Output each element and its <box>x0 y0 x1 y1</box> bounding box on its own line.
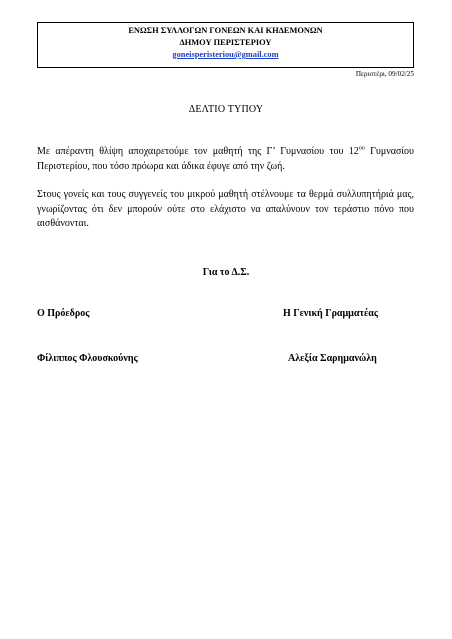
header-email-link[interactable]: goneisperisteriou@gmail.com <box>172 50 279 59</box>
header-association-name: ΕΝΩΣΗ ΣΥΛΛΟΓΩΝ ΓΟΝΕΩΝ ΚΑΙ ΚΗΔΕΜΟΝΩΝ <box>128 26 323 35</box>
document-title: ΔΕΛΤΙΟ ΤΥΠΟΥ <box>188 104 264 115</box>
paragraph1-text-before: Με απέραντη θλίψη αποχαιρετούμε τον μαθητή της Γ’ Γυμνασίου του 12 <box>37 146 359 157</box>
paragraph-sympathy: Στους γονείς και τους συγγενείς του μικρού μαθητή στέλνουμε τα θερμά συλλυπητήριά μας, γνωρίζοντας ότι δεν μπορούν ούτε στο ελάχιστο να απαλύνουν τον τεράστιο πόνο που αισθάνονται. <box>37 189 414 229</box>
signature-secretary-role: Η Γενική Γραμματέας <box>283 308 379 319</box>
header-box <box>37 22 414 68</box>
signature-secretary-name: Αλεξία Σαρημανώλη <box>288 353 377 364</box>
paragraph-condolence <box>37 145 414 174</box>
header-municipality: ΔΗΜΟΥ ΠΕΡΙΣΤΕΡΙΟΥ <box>179 38 272 47</box>
document-date: Περιστέρι, 09/02/25 <box>355 70 414 78</box>
signature-president-role: Ο Πρόεδρος <box>37 308 90 319</box>
paragraph1-text-after: Γυμνασίου Περιστερίου, που τόσο πρόωρα και άδικα έφυγε από την ζωή. <box>37 146 414 172</box>
signature-president-name: Φίλιππος Φλουσκούνης <box>37 353 138 364</box>
paragraph1-superscript: ου <box>358 145 365 152</box>
board-label: Για το Δ.Σ. <box>202 267 250 278</box>
